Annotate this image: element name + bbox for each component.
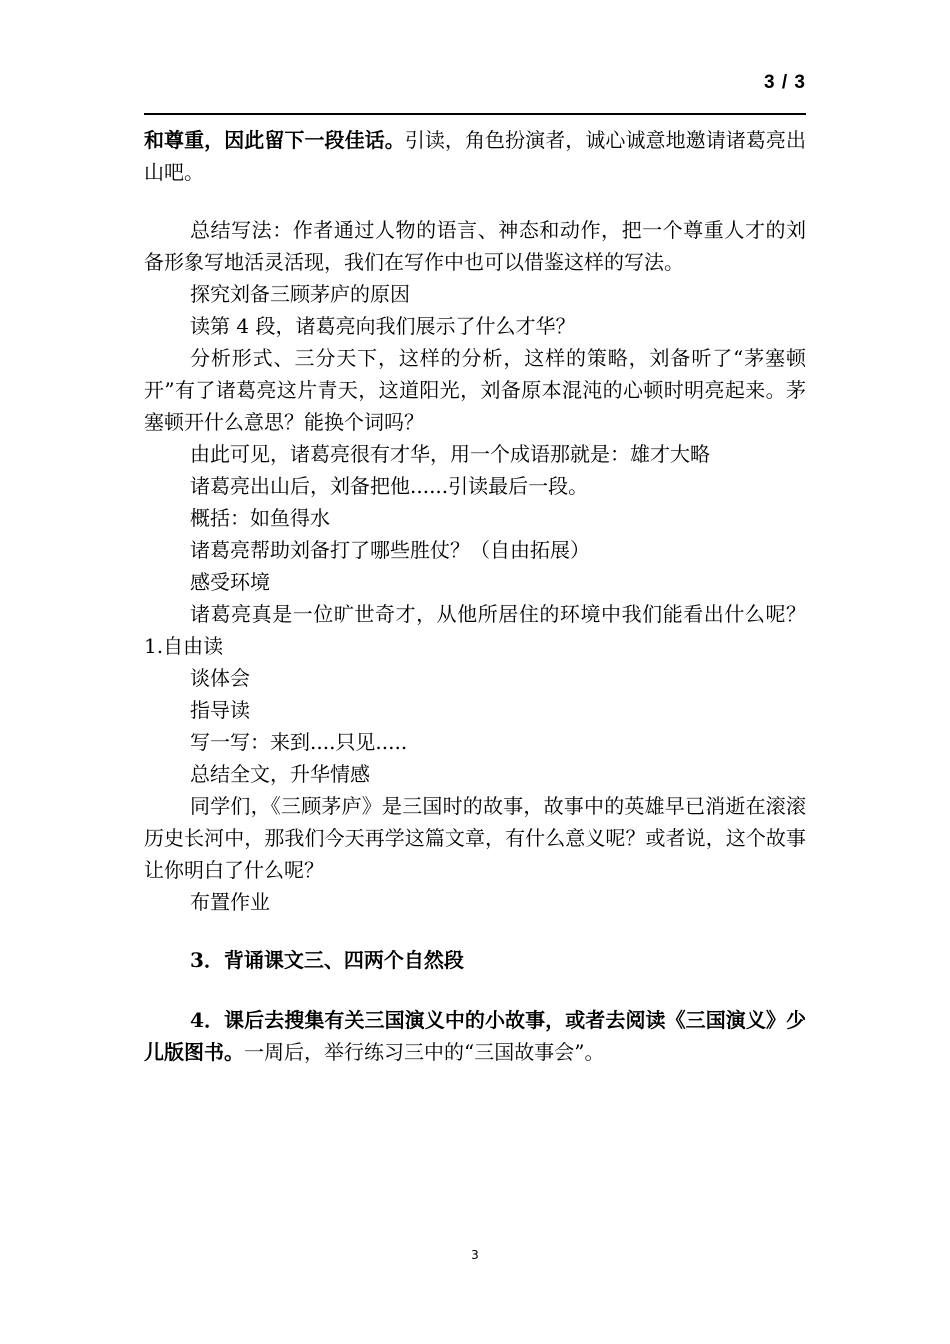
paragraph-read-section-4: 读第 4 段，诸葛亮向我们展示了什么才华？ <box>190 314 576 338</box>
homework-item-4-text: 一周后，举行练习三中的“三国故事会”。 <box>244 1040 605 1064</box>
paragraph-talent: 由此可见，诸葛亮很有才华，用一个成语那就是：雄才大略 <box>190 442 710 466</box>
paragraph-conclusion: 总结全文，升华情感 <box>190 762 370 786</box>
paragraph-1 <box>144 124 806 188</box>
paragraph-talk: 谈体会 <box>190 666 250 690</box>
header-rule <box>144 113 806 115</box>
homework-item-4-bold: 4．课后去搜集有关三国演义中的小故事，或者去阅读《三国演义》少儿版图书。 <box>144 1008 806 1064</box>
page-indicator: 3 / 3 <box>764 72 806 93</box>
homework-item-3: 3．背诵课文三、四两个自然段 <box>190 948 464 972</box>
paragraph-summary-fish: 概括：如鱼得水 <box>190 506 330 530</box>
paragraph-analysis: 分析形式、三分天下，这样的分析，这样的策略，刘备听了“茅塞顿开”有了诸葛亮这片青天，这道阳光，刘备原本混沌的心顿时明亮起来。茅塞顿开什么意思？能换个词吗？ <box>144 346 806 434</box>
paragraph-1-bold: 和尊重，因此留下一段佳话。 <box>144 128 405 152</box>
paragraph-feel-environment: 感受环境 <box>190 570 270 594</box>
paragraph-1-text: 引读，角色扮演者，诚心诚意地邀请诸葛亮出山吧。 <box>144 128 806 184</box>
paragraph-writing-practice: 写一写：来到....只见..... <box>190 730 408 754</box>
paragraph-environment: 诸葛亮真是一位旷世奇才，从他所居住的环境中我们能看出什么呢？1.自由读 <box>144 602 806 658</box>
paragraph-homework: 布置作业 <box>190 890 270 914</box>
homework-item-4 <box>144 1004 806 1068</box>
paragraph-after-leaving: 诸葛亮出山后，刘备把他......引读最后一段。 <box>190 474 589 498</box>
paragraph-victories: 诸葛亮帮助刘备打了哪些胜仗？（自由拓展） <box>190 538 590 562</box>
paragraph-guided-reading: 指导读 <box>190 698 250 722</box>
footer-page-number: 3 <box>471 1248 479 1262</box>
paragraph-explore-reason: 探究刘备三顾茅庐的原因 <box>190 282 410 306</box>
paragraph-meaning: 同学们，《三顾茅庐》是三国时的故事，故事中的英雄早已消逝在滚滚历史长河中，那我们今天再学这篇文章，有什么意义呢？或者说，这个故事让你明白了什么呢？ <box>144 794 806 882</box>
document-body <box>144 124 806 1068</box>
paragraph-summary-writing: 总结写法：作者通过人物的语言、神态和动作，把一个尊重人才的刘备形象写地活灵活现，我们在写作中也可以借鉴这样的写法。 <box>144 218 806 274</box>
